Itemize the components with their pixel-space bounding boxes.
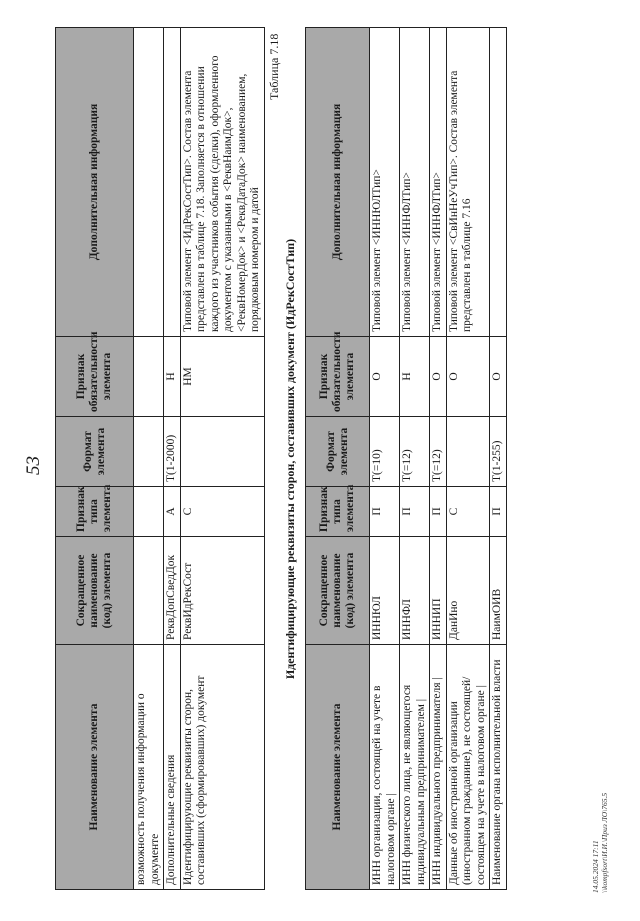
cell-format: T(=12) [430, 417, 447, 487]
cell-info [490, 28, 507, 337]
cell-name: возможность получения информации о документе [134, 645, 164, 890]
header-format: Формат элемента [306, 417, 370, 487]
cell-format: T(1-255) [490, 417, 507, 487]
table-row [446, 28, 490, 890]
cell-type: П [490, 487, 507, 537]
header-code: Сокращенное наименование (код) элемента [306, 537, 370, 645]
table-row [134, 28, 164, 890]
cell-format [180, 417, 264, 487]
cell-code: ИННФЛ [400, 537, 430, 645]
cell-required: О [446, 337, 490, 417]
table-continued [55, 27, 265, 890]
footer-timestamp: 14.05.2024 17:11 [591, 840, 600, 893]
page-number: 53 [23, 456, 44, 475]
header-type: Признак типа элемента [306, 487, 370, 537]
cell-info [164, 28, 181, 337]
table-row [430, 28, 447, 890]
header-info: Дополнительная информация [306, 28, 370, 337]
cell-name: Дополнительные сведения [164, 645, 181, 890]
cell-format: T(=12) [400, 417, 430, 487]
cell-code: РеквДопСведДок [164, 537, 181, 645]
table-row [180, 28, 264, 890]
header-required: Признак обязательности элемента [306, 337, 370, 417]
cell-type [134, 487, 164, 537]
header-required: Признак обязательности элемента [56, 337, 134, 417]
cell-info: Типовой элемент <ИННЮЛТип> [370, 28, 400, 337]
header-name: Наименование элемента [56, 645, 134, 890]
print-footer [592, 793, 609, 893]
table-header-row [56, 28, 134, 890]
cell-format: T(=10) [370, 417, 400, 487]
table-header-row [306, 28, 370, 890]
header-format: Формат элемента [56, 417, 134, 487]
cell-code [134, 537, 164, 645]
cell-code: НаимОИВ [490, 537, 507, 645]
cell-code: ДанИно [446, 537, 490, 645]
cell-required: О [490, 337, 507, 417]
cell-type: П [370, 487, 400, 537]
table-row [164, 28, 181, 890]
rotated-page [15, 15, 625, 905]
header-name: Наименование элемента [306, 645, 370, 890]
cell-code: ИННЮЛ [370, 537, 400, 645]
cell-code: РеквИдРекСост [180, 537, 264, 645]
cell-type: С [446, 487, 490, 537]
table-row [370, 28, 400, 890]
cell-required: Н [164, 337, 181, 417]
cell-name: Данные об иностранной организации (иностранном гражданине), не состоящей/состоящем на учете в налоговом органе | [446, 645, 490, 890]
cell-type: П [430, 487, 447, 537]
cell-type: П [400, 487, 430, 537]
cell-required: О [430, 337, 447, 417]
cell-info: Типовой элемент <СвИнНеУчТип>. Состав элемента представлен в таблице 7.16 [446, 28, 490, 337]
header-type: Признак типа элемента [56, 487, 134, 537]
header-code: Сокращенное наименование (код) элемента [56, 537, 134, 645]
cell-required: Н [400, 337, 430, 417]
cell-required: О [370, 337, 400, 417]
footer-file-path: \\kompfsort\И.И.\Приз ЛО\765.5 [599, 792, 609, 893]
cell-info: Типовой элемент <ИдРекСостТип>. Состав элемента представлен в таблице 7.18. Заполняется в отношении каждого из участников события (сделки), оформленного документом с указанными в <РеквНаимДок>, <РеквНомерДок> и <РеквДатаДок> наименованием, порядковым номером и датой [180, 28, 264, 337]
cell-info [134, 28, 164, 337]
cell-format: T(1-2000) [164, 417, 181, 487]
cell-name: Идентифицирующие реквизиты сторон, составивших (сформировавших) документ [180, 645, 264, 890]
table-7-18 [305, 27, 507, 890]
table-title: Идентифицирующие реквизиты сторон, составивших документ (ИдРекСостТип) [283, 238, 297, 680]
cell-type: А [164, 487, 181, 537]
table-row [400, 28, 430, 890]
cell-format [446, 417, 490, 487]
cell-required [134, 337, 164, 417]
cell-name: ИНН индивидуального предпринимателя | [430, 645, 447, 890]
table-number-label: Таблица 7.18 [267, 33, 281, 100]
cell-name: ИНН физического лица, не являющегося индивидуальным предпринимателем | [400, 645, 430, 890]
cell-format [134, 417, 164, 487]
cell-name: Наименование органа исполнительной власти [490, 645, 507, 890]
header-info: Дополнительная информация [56, 28, 134, 337]
cell-required: НМ [180, 337, 264, 417]
cell-info: Типовой элемент <ИННФЛТип> [400, 28, 430, 337]
cell-type: С [180, 487, 264, 537]
table-row [490, 28, 507, 890]
cell-info: Типовой элемент <ИННФЛТип> [430, 28, 447, 337]
cell-name: ИНН организации, состоящей на учете в налоговом органе | [370, 645, 400, 890]
cell-code: ИННИП [430, 537, 447, 645]
